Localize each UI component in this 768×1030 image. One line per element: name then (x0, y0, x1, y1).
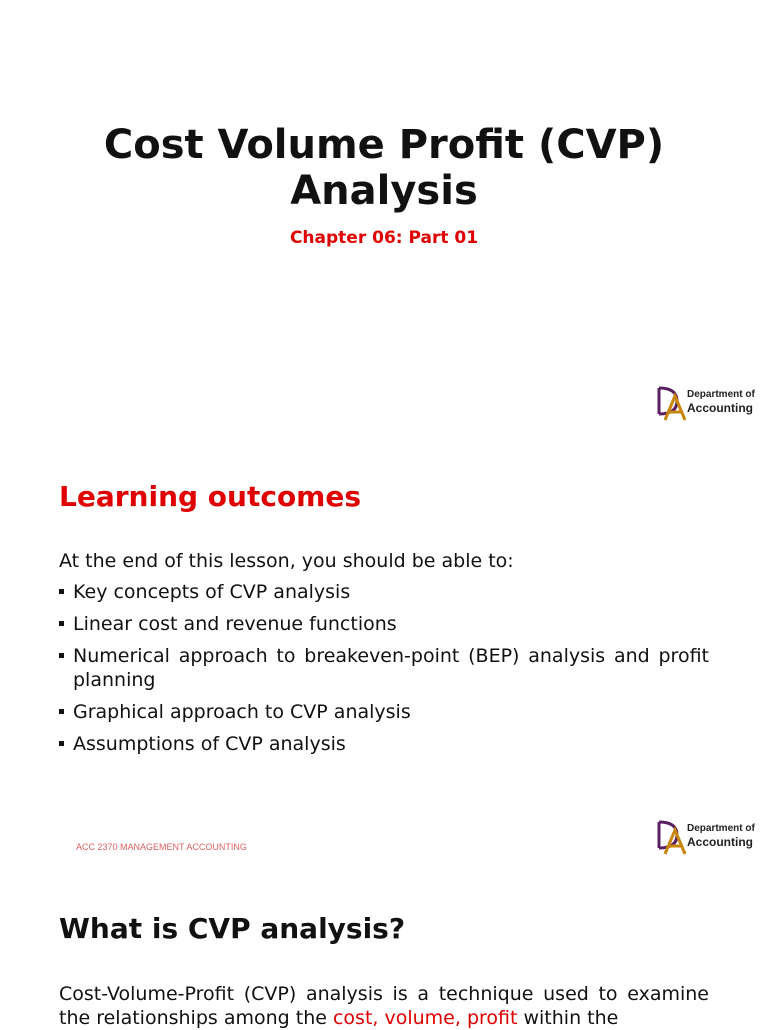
what-is-cvp-slide (0, 868, 768, 1029)
course-footer: ACC 2370 MANAGEMENT ACCOUNTING (76, 842, 247, 852)
logo-line-1: Department of (687, 389, 755, 400)
title-line-1: Cost Volume Profit (CVP) (103, 122, 665, 168)
logo-line-2: Accounting (687, 835, 753, 849)
bullet-icon (59, 709, 64, 714)
department-logo-icon (655, 384, 689, 422)
highlighted-terms: cost, volume, profit (332, 1007, 518, 1029)
list-item (59, 612, 709, 636)
title-line-2: Analysis (290, 168, 478, 214)
list-item-label: Linear cost and revenue functions (73, 613, 397, 635)
bullet-icon (59, 741, 64, 746)
bullet-icon (59, 621, 64, 626)
bullet-icon (59, 589, 64, 594)
list-item-label: Key concepts of CVP analysis (73, 581, 351, 603)
title-slide (0, 0, 768, 434)
paragraph-text: Cost-Volume-Profit (CVP) analysis is a technique used to examine the relationships among the (59, 983, 709, 1029)
what-is-cvp-heading: What is CVP analysis? (59, 912, 406, 945)
learning-outcomes-intro: At the end of this lesson, you should be able to: (59, 550, 514, 572)
slide-title (0, 122, 768, 214)
list-item (59, 732, 709, 756)
list-item (59, 580, 709, 604)
department-logo (655, 818, 755, 856)
learning-outcomes-slide (0, 434, 768, 868)
department-logo-icon (655, 818, 689, 856)
cvp-definition-paragraph (59, 982, 709, 1030)
bullet-icon (59, 653, 64, 658)
list-item-label: Assumptions of CVP analysis (73, 733, 346, 755)
list-item-label: Numerical approach to breakeven-point (BEP) analysis and profit planning (73, 645, 709, 691)
logo-line-1: Department of (687, 823, 755, 834)
paragraph-text-end: within the (517, 1007, 619, 1029)
list-item (59, 700, 709, 724)
learning-outcomes-list (59, 580, 709, 764)
list-item-label: Graphical approach to CVP analysis (73, 701, 411, 723)
list-item (59, 644, 709, 692)
department-logo (655, 384, 755, 422)
chapter-subtitle: Chapter 06: Part 01 (289, 228, 479, 248)
logo-line-2: Accounting (687, 401, 753, 415)
learning-outcomes-heading: Learning outcomes (59, 480, 362, 513)
